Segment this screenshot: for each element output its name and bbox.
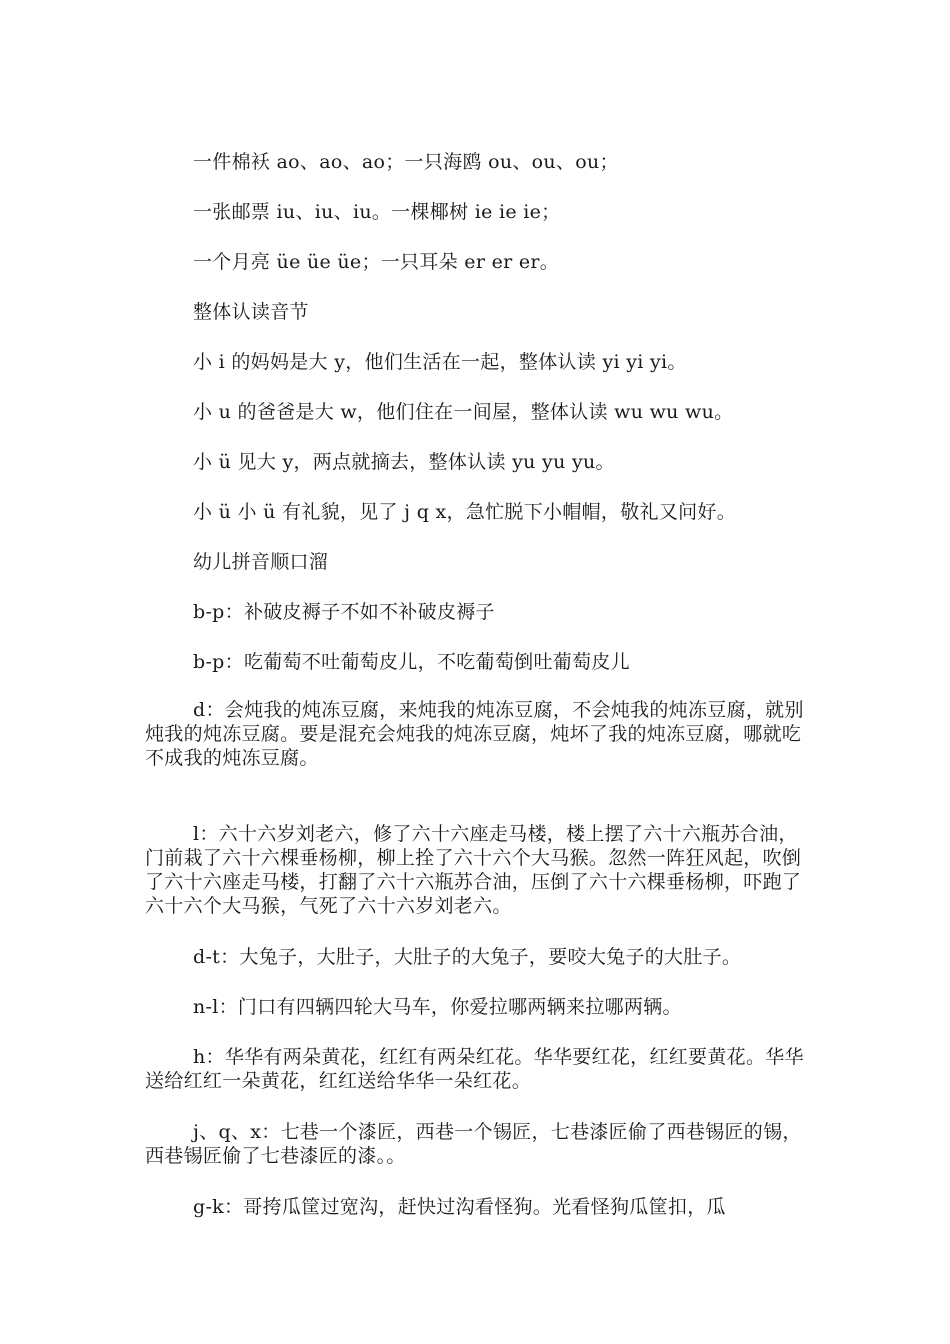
paragraph-2: 一张邮票 iu、iu、iu。一棵椰树 ie ie ie；	[193, 201, 561, 223]
rhyme-dt: d-t：大兔子，大肚子，大肚子的大兔子，要咬大兔子的大肚子。	[193, 946, 742, 968]
rhyme-bp-2: b-p：吃葡萄不吐葡萄皮儿，不吃葡萄倒吐葡萄皮儿	[193, 651, 630, 673]
section-heading-whole-syllables: 整体认读音节	[193, 301, 309, 323]
paragraph-wu: 小 u 的爸爸是大 w，他们住在一间屋，整体认读 wu wu wu。	[193, 401, 734, 423]
rhyme-bp-1: b-p：补破皮褥子不如不补破皮褥子	[193, 601, 495, 623]
paragraph-jqx: 小 ü 小 ü 有礼貌，见了 j q x，急忙脱下小帽帽，敬礼又问好。	[193, 501, 737, 523]
rhyme-h: h：华华有两朵黄花，红红有两朵红花。华华要红花，红红要黄花。华华送给红红一朵黄花，红红送给华华一朵红花。	[145, 1046, 804, 1092]
rhyme-d: d：会炖我的炖冻豆腐，来炖我的炖冻豆腐，不会炖我的炖冻豆腐，就别炖我的炖冻豆腐。要是混充会炖我的炖冻豆腐，炖坏了我的炖冻豆腐，哪就吃不成我的炖冻豆腐。	[145, 699, 804, 769]
rhyme-gk: g-k：哥挎瓜筐过宽沟，赶快过沟看怪狗。光看怪狗瓜筐扣，瓜	[193, 1196, 726, 1218]
rhyme-nl: n-l：门口有四辆四轮大马车，你爱拉哪两辆来拉哪两辆。	[193, 996, 682, 1018]
rhyme-l: l：六十六岁刘老六，修了六十六座走马楼，楼上摆了六十六瓶苏合油，门前栽了六十六棵垂杨柳，柳上拴了六十六个大马猴。忽然一阵狂风起，吹倒了六十六座走马楼，打翻了六十六瓶苏合油，压倒了六十六棵垂杨柳，吓跑了六十六个大马猴，气死了六十六岁刘老六。	[145, 823, 802, 917]
paragraph-3: 一个月亮 üe üe üe；一只耳朵 er er er。	[193, 251, 560, 273]
rhyme-jqx: j、q、x：七巷一个漆匠，西巷一个锡匠，七巷漆匠偷了西巷锡匠的锡，西巷锡匠偷了七巷漆匠的漆。。	[145, 1121, 802, 1167]
section-heading-rhymes: 幼儿拼音顺口溜	[193, 551, 329, 573]
paragraph-1: 一件棉袄 ao、ao、ao；一只海鸥 ou、ou、ou；	[193, 151, 619, 173]
paragraph-yu: 小 ü 见大 y，两点就摘去，整体认读 yu yu yu。	[193, 451, 615, 473]
paragraph-yi: 小 i 的妈妈是大 y，他们生活在一起，整体认读 yi yi yi。	[193, 351, 687, 373]
